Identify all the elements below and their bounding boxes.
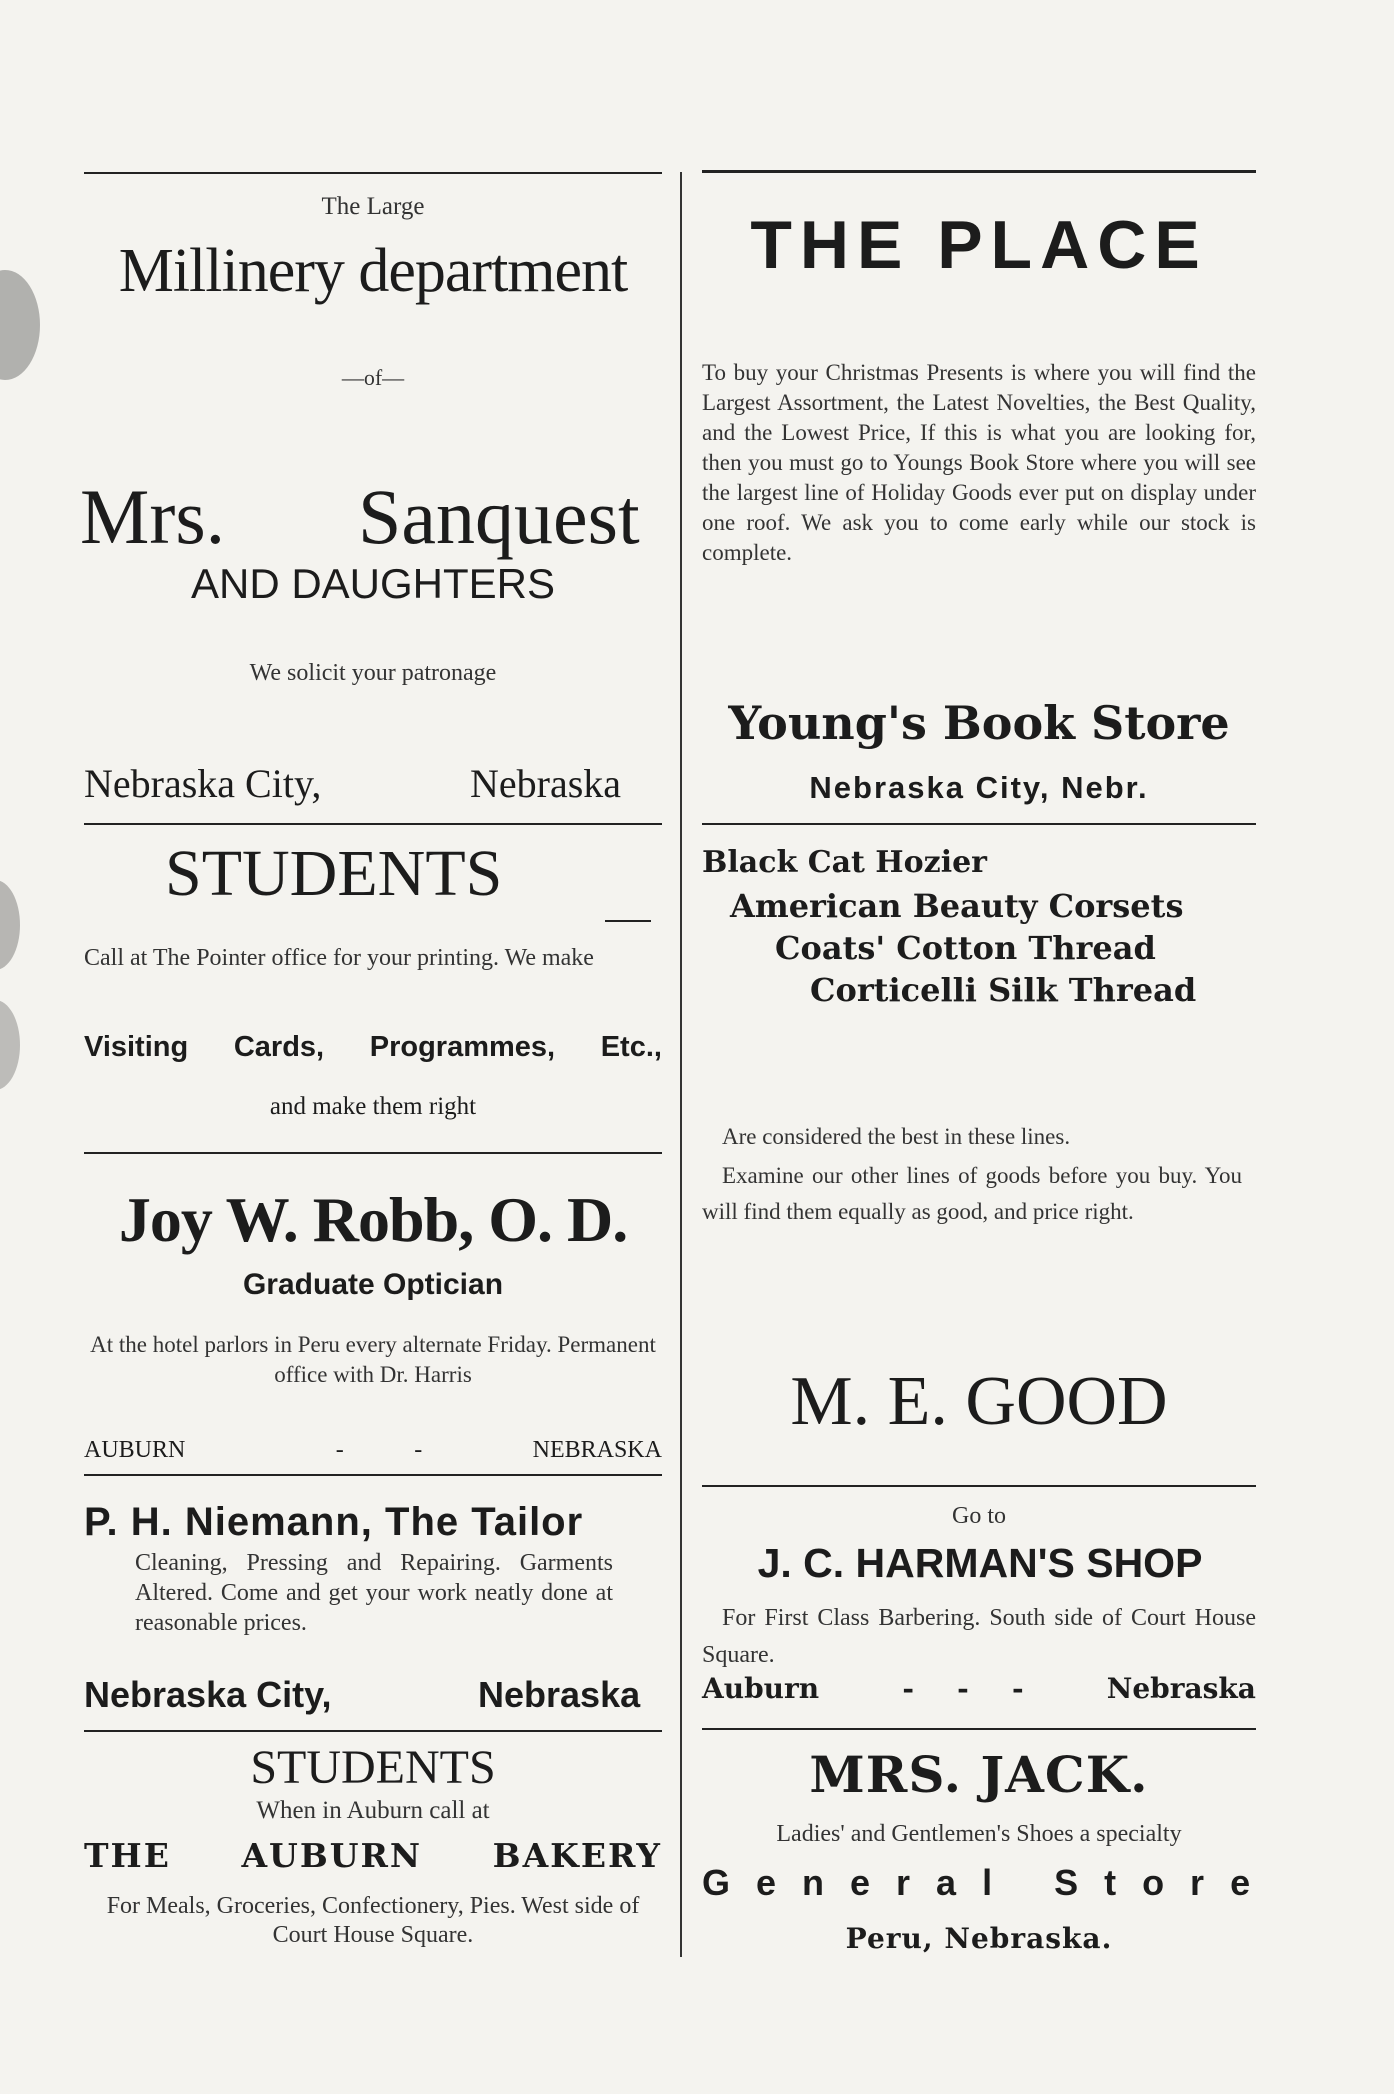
niemann-state: Nebraska	[478, 1674, 641, 1715]
millinery-solicit: We solicit your patronage	[249, 660, 497, 686]
bakery-name-the: THE	[84, 1836, 171, 1875]
scan-blot	[0, 270, 40, 380]
good-line-1: Black Cat Hozier	[702, 845, 987, 880]
bakery-name-bakery: BAKERY	[492, 1836, 662, 1875]
jack-body: Ladies' and Gentlemen's Shoes a specialty	[776, 1821, 1182, 1847]
millinery-sub: AND DAUGHTERS	[190, 560, 556, 607]
robb-title: Graduate Optician	[242, 1268, 504, 1301]
rule-after-millinery	[84, 823, 662, 825]
millinery-name-first: Mrs.	[80, 473, 226, 560]
harman-body: For First Class Barbering. South side of Court House Square.	[702, 1605, 1256, 1668]
jack-headline: MRS. JACK.	[809, 1745, 1149, 1804]
place-headline: THE PLACE	[750, 207, 1208, 283]
rule-after-students	[84, 1152, 662, 1154]
bakery-name	[84, 1836, 662, 1875]
rule-after-good	[702, 1485, 1256, 1487]
harman-goto: Go to	[952, 1503, 1006, 1529]
top-rule-right	[702, 170, 1256, 173]
millinery-name-last: Sanquest	[358, 473, 640, 560]
place-body: To buy your Christmas Presents is where you will find the Largest Assortment, the Latest Novelties, the Best Quality, and the Lowest Price, If this is what you are looking for, then you must go to Youngs Book Store where you will see the largest line of Holiday Goods ever put on display under one roof. We ask you to come early while our stock is complete.	[702, 360, 1256, 565]
niemann-headline: P. H. Niemann, The Tailor	[84, 1500, 584, 1544]
scan-blot	[0, 880, 20, 970]
column-divider	[680, 172, 682, 1957]
place-city: Nebraska City, Nebr.	[809, 770, 1149, 805]
robb-body: At the hotel parlors in Peru every alternate Friday. Permanent office with Dr. Harris	[90, 1332, 656, 1387]
jack-city: Peru, Nebraska.	[845, 1922, 1113, 1955]
robb-dash-2: -	[414, 1437, 423, 1463]
niemann-city: Nebraska City,	[84, 1674, 332, 1715]
students-body: Call at The Pointer office for your printing. We make	[84, 945, 594, 971]
millinery-city: Nebraska City,	[84, 761, 322, 806]
students-items	[84, 1031, 662, 1064]
scan-blot	[0, 1000, 20, 1090]
robb-name: Joy W. Robb, O. D.	[118, 1184, 628, 1255]
students-item-etc: Etc.,	[600, 1031, 662, 1063]
students-item-visiting: Visiting	[84, 1031, 189, 1063]
harman-dash-3: -	[1011, 1672, 1024, 1705]
place-store: Young's Book Store	[728, 696, 1230, 750]
bakery-headline: STUDENTS	[250, 1741, 496, 1794]
robb-city: AUBURN	[84, 1437, 186, 1463]
robb-location	[84, 1437, 662, 1464]
top-rule-left	[84, 172, 662, 174]
harman-dash-2: -	[957, 1672, 969, 1705]
rule-after-place	[702, 823, 1256, 825]
good-line-4: Corticelli Silk Thread	[810, 971, 1197, 1009]
harman-headline: J. C. HARMAN'S SHOP	[757, 1540, 1203, 1586]
harman-dash-1: -	[902, 1672, 914, 1705]
millinery-headline: Millinery department	[118, 237, 628, 305]
good-line-3: Coats' Cotton Thread	[775, 929, 1156, 967]
good-line-2: American Beauty Corsets	[730, 887, 1184, 925]
harman-state: Nebraska	[1106, 1672, 1256, 1705]
good-body-1: Are considered the best in these lines.	[722, 1124, 1071, 1149]
millinery-state: Nebraska	[470, 761, 622, 806]
bakery-body: For Meals, Groceries, Confectionery, Pies. West side of Court House Square.	[106, 1893, 640, 1948]
niemann-body: Cleaning, Pressing and Repairing. Garments Altered. Come and get your work neatly done at reasonable prices.	[135, 1550, 613, 1636]
jack-store: General Store	[702, 1862, 1277, 1903]
rule-after-robb	[84, 1474, 662, 1476]
bakery-name-auburn: AUBURN	[241, 1836, 423, 1875]
students-closing: and make them right	[269, 1093, 477, 1120]
rule-after-harman	[702, 1728, 1256, 1730]
rule-after-niemann	[84, 1730, 662, 1732]
students-headline: STUDENTS	[165, 837, 503, 910]
harman-location	[702, 1672, 1256, 1705]
students-underline	[605, 920, 651, 922]
students-item-cards: Cards,	[233, 1031, 325, 1063]
bakery-sub: When in Auburn call at	[256, 1797, 490, 1824]
millinery-of: —of—	[341, 365, 405, 390]
good-name: M. E. GOOD	[790, 1363, 1168, 1440]
robb-dash-1: -	[335, 1437, 344, 1463]
robb-state: NEBRASKA	[532, 1437, 662, 1463]
students-item-programmes: Programmes,	[369, 1031, 556, 1063]
good-body-2: Examine our other lines of goods before you buy. You will find them equally as good, and price right.	[702, 1163, 1242, 1224]
millinery-intro: The Large	[321, 193, 425, 220]
harman-city: Auburn	[702, 1672, 820, 1705]
